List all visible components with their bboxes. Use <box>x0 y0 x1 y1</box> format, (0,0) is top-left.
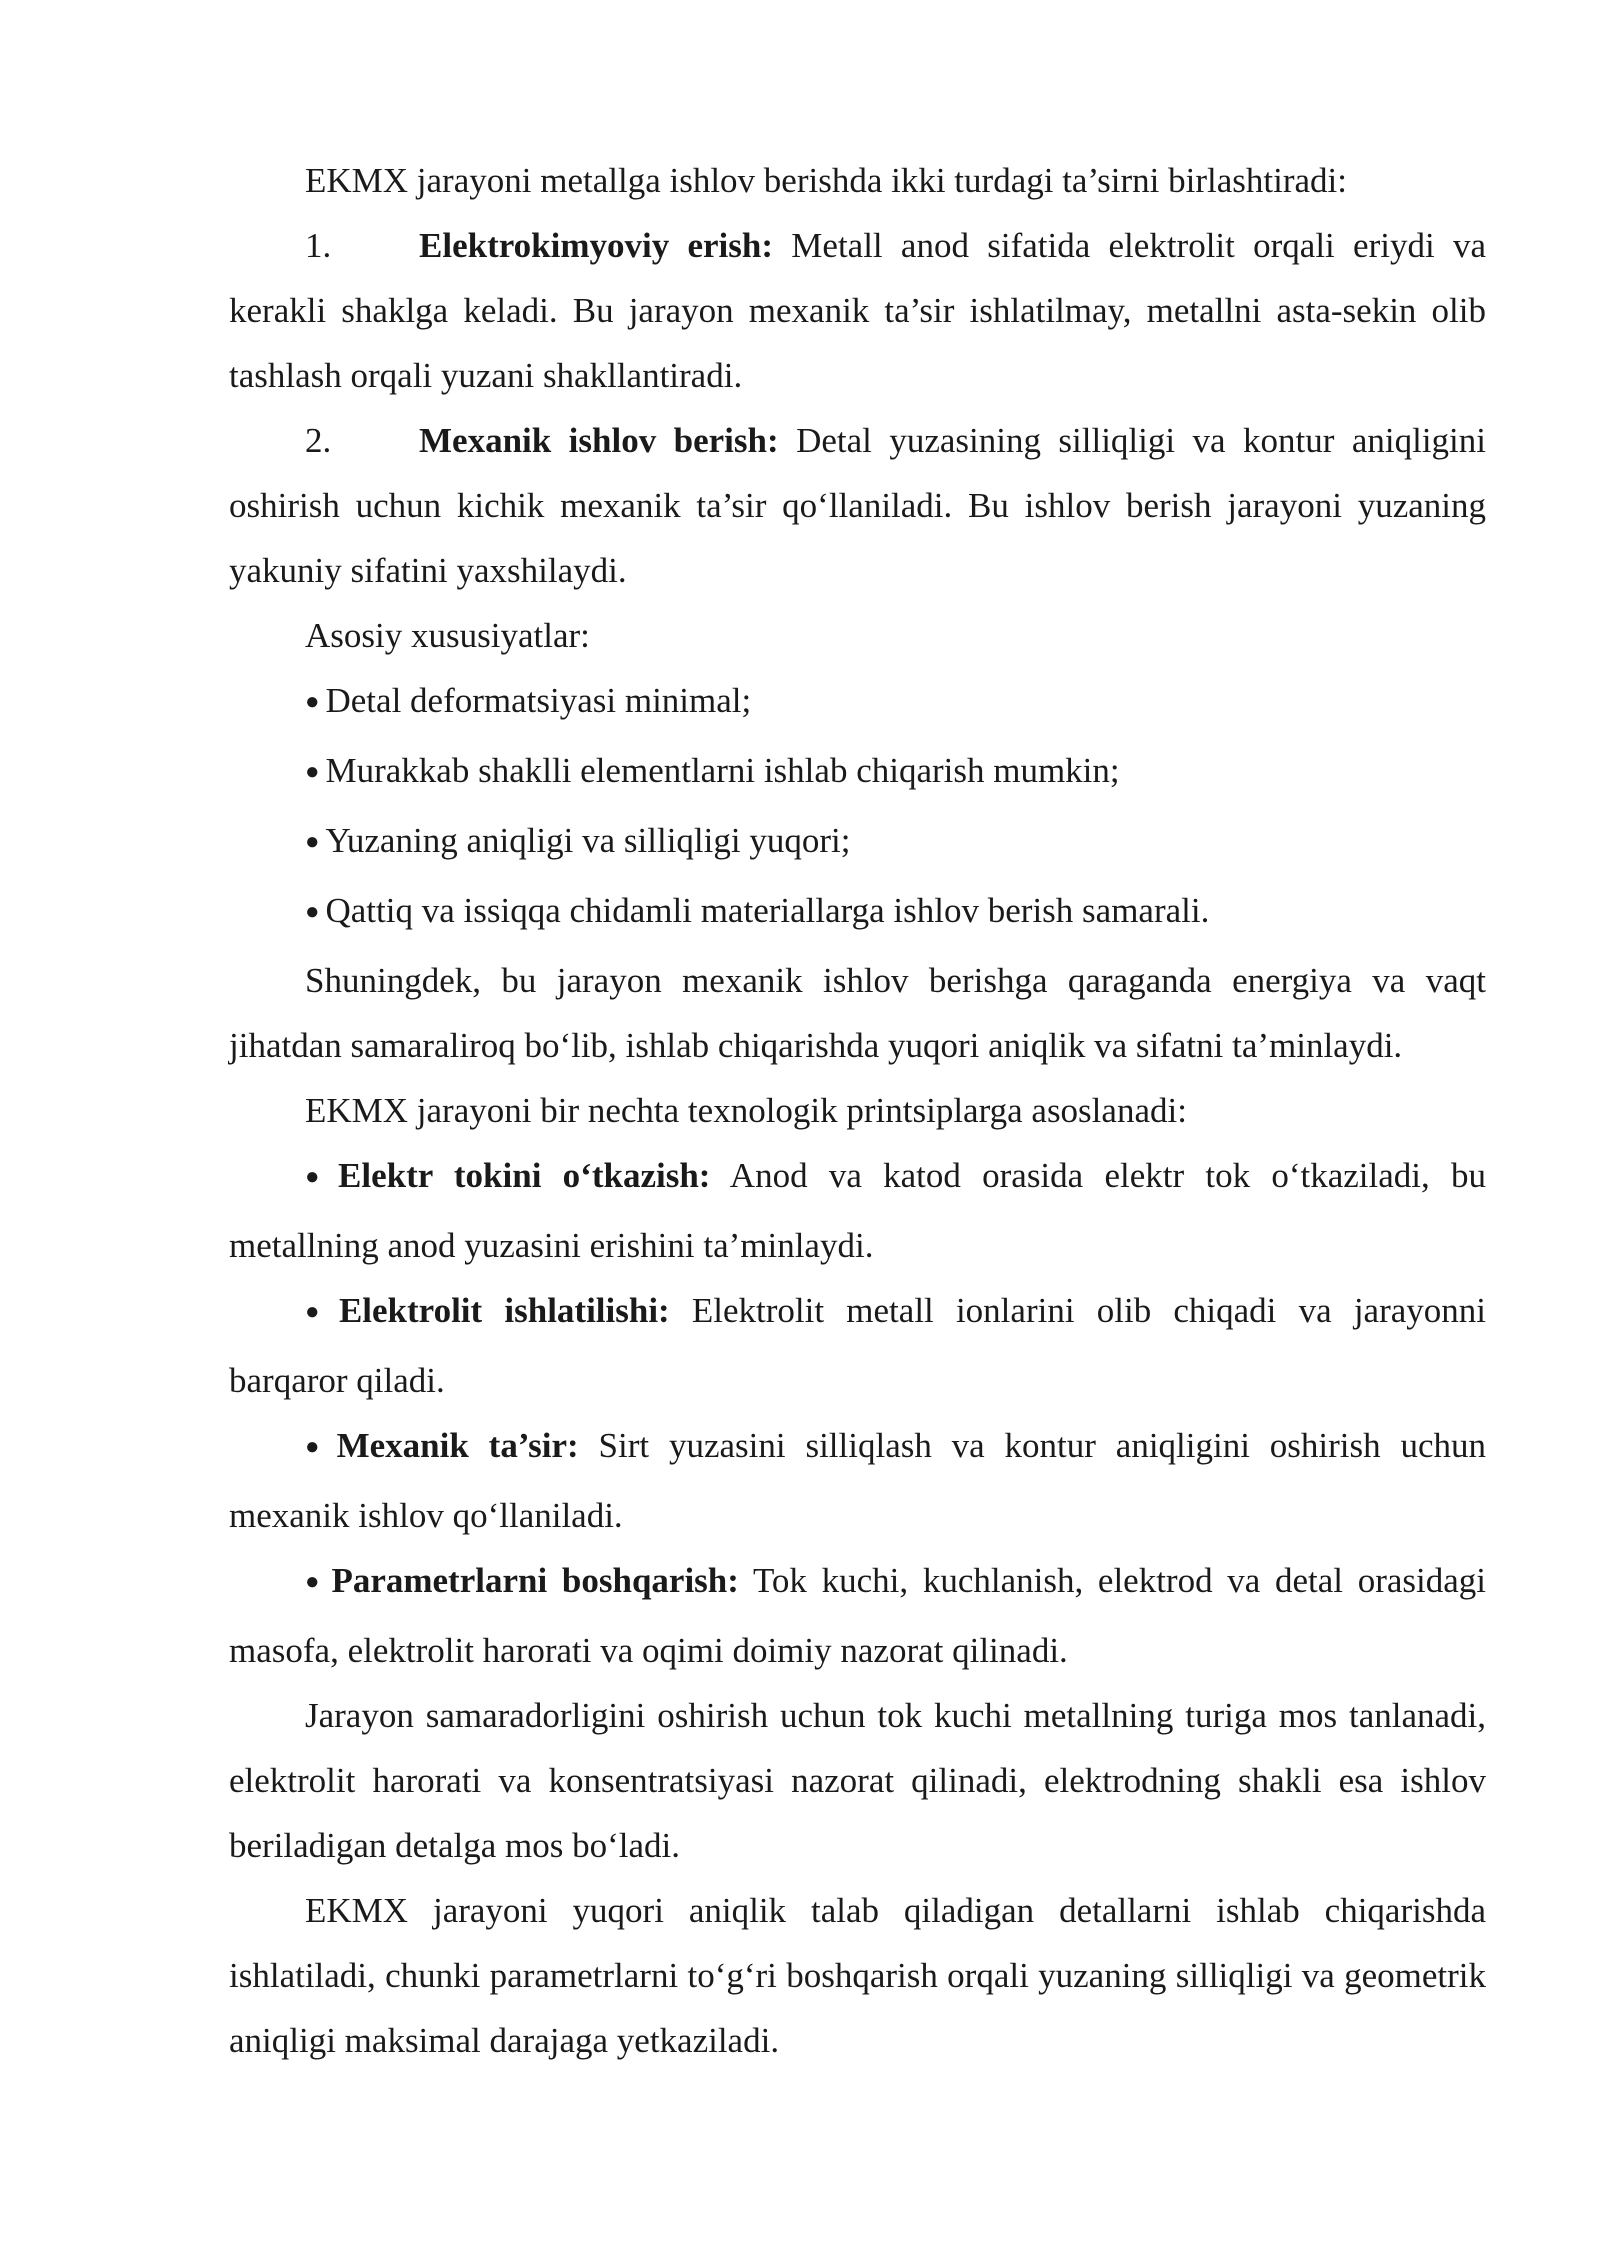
item-text: Detal yuzasining silliqligi va kontur aniqligini oshirish uchun kichik mexanik ta’sir qo‘llaniladi. Bu ishlov berish jarayoni yuzaning yakuniy sifatini yaxshilaydi. <box>229 421 1486 590</box>
principle-item <box>229 1413 1486 1548</box>
bullet-icon: ● <box>305 759 320 785</box>
principles-heading: EKMX jarayoni bir nechta texnologik printsiplarga asoslanadi: <box>305 1091 1187 1130</box>
numbered-item-2 <box>229 408 1486 603</box>
optimization-paragraph: Jarayon samaradorligini oshirish uchun tok kuchi metallning turiga mos tanlanadi, elektrolit harorati va konsentratsiyasi nazorat qilinadi, elektrodning shakli esa ishlov beriladigan detalga mos bo‘ladi. <box>229 1696 1486 1865</box>
intro-paragraph: EKMX jarayoni metallga ishlov berishda ikki turdagi ta’sirni birlashtiradi: <box>305 161 1348 200</box>
item-number: 1. <box>305 226 332 265</box>
bullet-icon: ● <box>305 1434 331 1460</box>
conclusion-paragraph: EKMX jarayoni yuqori aniqlik talab qiladigan detallarni ishlab chiqarishda ishlatiladi, chunki parametrlarni to‘g‘ri boshqarish orqali yuzaning silliqligi va geometrik aniqligi maksimal darajaga yetkaziladi. <box>229 1891 1486 2060</box>
item-bold-term: Mexanik ishlov berish: <box>419 421 779 460</box>
principle-bold-term: Elektr tokini o‘tkazish: <box>338 1156 711 1195</box>
principle-bold-term: Parametrlarni boshqarish: <box>331 1561 739 1600</box>
bullet-icon: ● <box>305 1569 326 1595</box>
bullet-icon: ● <box>305 1164 333 1190</box>
principle-item <box>229 1143 1486 1278</box>
feature-text: Murakkab shaklli elementlarni ishlab chiqarish mumkin; <box>325 751 1120 790</box>
principle-item <box>229 1278 1486 1413</box>
features-heading: Asosiy xususiyatlar: <box>305 616 590 655</box>
bullet-icon: ● <box>305 1299 333 1325</box>
feature-item <box>229 878 1486 948</box>
bullet-icon: ● <box>305 689 320 715</box>
bullet-icon: ● <box>305 899 320 925</box>
feature-text: Detal deformatsiyasi minimal; <box>325 681 752 720</box>
principle-item <box>229 1548 1486 1683</box>
principle-bold-term: Elektrolit ishlatilishi: <box>338 1291 670 1330</box>
feature-item <box>229 738 1486 808</box>
principle-text: Anod va katod orasida elektr tok o‘tkaziladi, bu metallning anod yuzasini erishini ta’minlaydi. <box>229 1156 1487 1265</box>
principle-text: Elektrolit metall ionlarini olib chiqadi va jarayonni barqaror qiladi. <box>229 1291 1487 1400</box>
item-number: 2. <box>305 421 332 460</box>
feature-item <box>229 808 1486 878</box>
numbered-item-1 <box>229 213 1486 408</box>
document-body <box>229 148 1486 2073</box>
principle-text: Sirt yuzasini silliqlash va kontur aniqligini oshirish uchun mexanik ishlov qo‘llaniladi. <box>229 1426 1486 1535</box>
item-text: Metall anod sifatida elektrolit orqali eriydi va kerakli shaklga keladi. Bu jarayon mexanik ta’sir ishlatilmay, metallni asta-sekin olib tashlash orqali yuzani shakllantiradi. <box>229 226 1487 395</box>
efficiency-paragraph: Shuningdek, bu jarayon mexanik ishlov berishga qaraganda energiya va vaqt jihatdan samaraliroq bo‘lib, ishlab chiqarishda yuqori aniqlik va sifatni ta’minlaydi. <box>229 961 1486 1065</box>
feature-text: Yuzaning aniqligi va silliqligi yuqori; <box>325 821 851 860</box>
feature-text: Qattiq va issiqqa chidamli materiallarga ishlov berish samarali. <box>325 891 1210 930</box>
principle-text: Tok kuchi, kuchlanish, elektrod va detal orasidagi masofa, elektrolit harorati va oqimi doimiy nazorat qilinadi. <box>229 1561 1487 1670</box>
item-bold-term: Elektrokimyoviy erish: <box>419 226 774 265</box>
feature-item <box>229 668 1486 738</box>
principle-bold-term: Mexanik ta’sir: <box>336 1426 579 1465</box>
bullet-icon: ● <box>305 829 320 855</box>
